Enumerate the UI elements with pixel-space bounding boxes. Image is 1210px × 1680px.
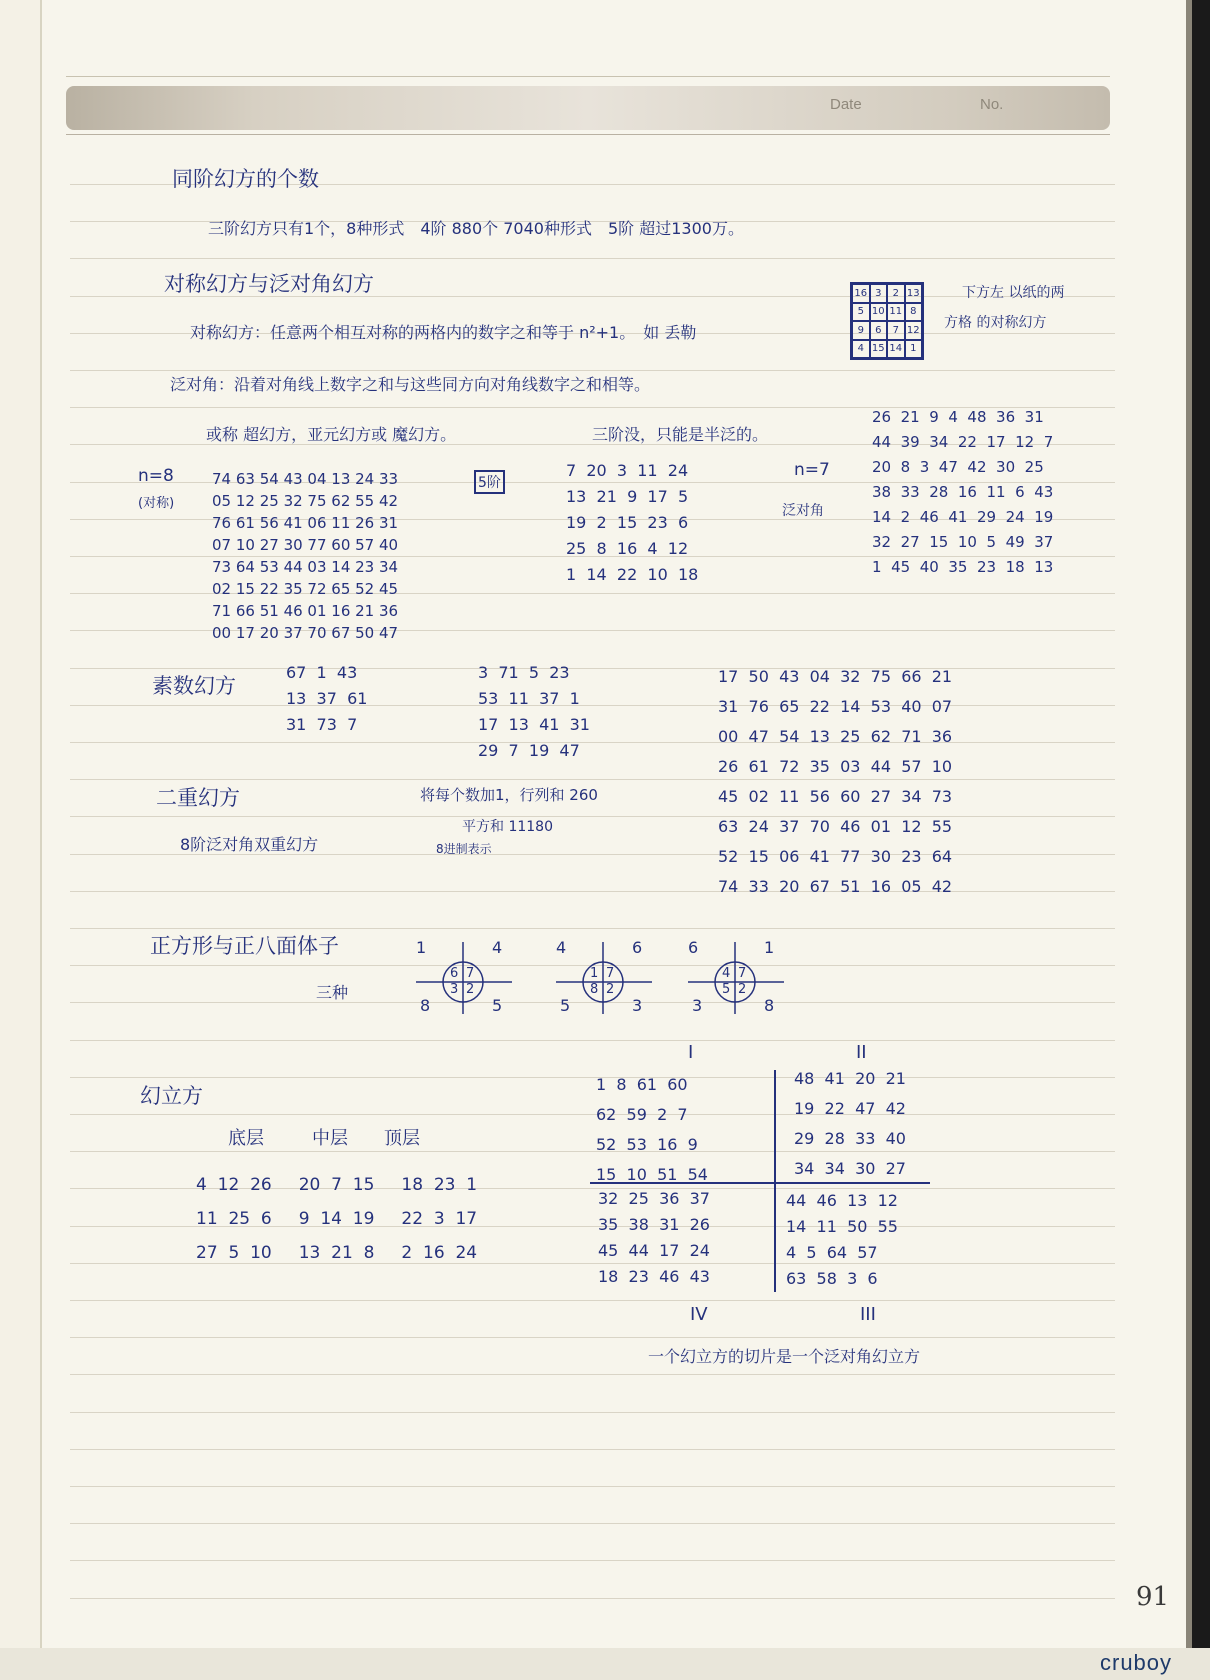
- grid-row: 71 66 51 46 01 16 21 36: [212, 602, 399, 620]
- grid-row: 4 12 26 20 7 15 18 23 1: [196, 1175, 478, 1195]
- grid-row: 15 10 51 54: [596, 1165, 708, 1184]
- durer-cell: 4: [852, 340, 870, 359]
- ruled-line: [70, 928, 1115, 929]
- grid-row: 52 15 06 41 77 30 23 64: [718, 847, 953, 866]
- ruled-line: [70, 668, 1115, 669]
- ruled-line: [70, 891, 1115, 892]
- grid-row: 14 2 46 41 29 24 19: [872, 508, 1054, 526]
- grid-row: 63 58 3 6: [786, 1269, 878, 1288]
- label-fandj: 泛对角: [782, 503, 824, 519]
- grid-row: 34 34 30 27: [794, 1159, 906, 1178]
- grid-8x8-symmetric: [212, 468, 398, 644]
- die-diagram: [680, 938, 790, 1018]
- ruled-line: [70, 1374, 1115, 1375]
- grid-row: 1 8 61 60: [596, 1075, 688, 1094]
- label-n8: n=8: [138, 466, 174, 486]
- magic-cube-layers: [196, 1168, 477, 1270]
- quadrant-4-grid: [598, 1186, 710, 1290]
- grid-row: 74 63 54 43 04 13 24 33: [212, 470, 399, 488]
- header-underline: [66, 134, 1110, 135]
- grid-row: 45 44 17 24: [598, 1241, 710, 1260]
- die-corner-label: 5: [560, 996, 571, 1015]
- ruled-line: [70, 1040, 1115, 1041]
- die-inner-label: 3: [450, 982, 459, 997]
- die-inner-label: 2: [606, 982, 615, 997]
- grid-row: 35 38 31 26: [598, 1215, 710, 1234]
- die-diagram: [408, 938, 518, 1018]
- die-corner-label: 6: [632, 938, 643, 957]
- grid-row: 27 5 10 13 21 8 2 16 24: [196, 1243, 478, 1263]
- grid-prime-4x4: [478, 660, 590, 764]
- ruled-line: [70, 1412, 1115, 1413]
- die-inner-label: 1: [590, 966, 599, 981]
- ruled-line: [70, 1486, 1115, 1487]
- die-corner-label: 8: [420, 996, 431, 1015]
- grid-row: 44 39 34 22 17 12 7: [872, 433, 1054, 451]
- grid-row: 1 45 40 35 23 18 13: [872, 558, 1054, 576]
- durer-cell: 9: [852, 321, 870, 340]
- grid-row: 29 7 19 47: [478, 741, 580, 760]
- quadrant-label-3: III: [860, 1304, 876, 1325]
- section4-title: 二重幻方: [156, 786, 240, 810]
- ruled-line: [70, 742, 1115, 743]
- durer-cell: 2: [887, 284, 905, 303]
- grid-row: 1 14 22 10 18: [566, 565, 699, 584]
- grid-row: 53 11 37 1: [478, 689, 580, 708]
- grid-row: 13 37 61: [286, 689, 368, 708]
- grid-row: 44 46 13 12: [786, 1191, 898, 1210]
- grid-row: 62 59 2 7: [596, 1105, 688, 1124]
- die-corner-label: 1: [764, 938, 775, 957]
- grid-row: 31 76 65 22 14 53 40 07: [718, 697, 953, 716]
- die-corner-label: 4: [556, 938, 567, 957]
- die-inner-label: 6: [450, 966, 459, 981]
- grid-row: 02 15 22 35 72 65 52 45: [212, 580, 399, 598]
- grid-row: 3 71 5 23: [478, 663, 570, 682]
- quadrant-label-4: IV: [690, 1304, 708, 1325]
- grid-row: 63 24 37 70 46 01 12 55: [718, 817, 953, 836]
- ruled-line: [70, 779, 1115, 780]
- grid-7x7: [872, 405, 1053, 580]
- grid-row: 31 73 7: [286, 715, 358, 734]
- section4-note2: 平方和 11180: [462, 819, 553, 835]
- grid-row: 26 61 72 35 03 44 57 10: [718, 757, 953, 776]
- section4-line1: 8阶泛对角双重幻方: [180, 835, 319, 854]
- die-inner-label: 8: [590, 982, 599, 997]
- ruled-line: [70, 1337, 1115, 1338]
- die-inner-label: 5: [722, 982, 731, 997]
- die-inner-label: 2: [466, 982, 475, 997]
- durer-cell: 3: [870, 284, 888, 303]
- layer-label-top: 顶层: [384, 1128, 420, 1149]
- grid-row: 73 64 53 44 03 14 23 34: [212, 558, 399, 576]
- die-inner-label: 2: [738, 982, 747, 997]
- die-corner-label: 4: [492, 938, 503, 957]
- durer-cell: 5: [852, 303, 870, 322]
- section2-line2: 泛对角：沿着对角线上数字之和与这些同方向对角线数字之和相等。: [170, 375, 651, 394]
- durer-cell: 6: [870, 321, 888, 340]
- side-note-2: 方格 的对称幻方: [944, 315, 1047, 331]
- durer-cell: 15: [870, 340, 888, 359]
- notebook-cover-edge: [1192, 0, 1210, 1680]
- grid-row: 4 5 64 57: [786, 1243, 878, 1262]
- grid-row: 18 23 46 43: [598, 1267, 710, 1286]
- layer-label-bottom: 底层: [228, 1128, 264, 1149]
- die-corner-label: 6: [688, 938, 699, 957]
- watermark: cruboy: [1100, 1650, 1173, 1675]
- durer-cell: 10: [870, 303, 888, 322]
- grid-row: 07 10 27 30 77 60 57 40: [212, 536, 399, 554]
- grid-row: 52 53 16 9: [596, 1135, 698, 1154]
- quadrant-vline: [774, 1070, 776, 1292]
- side-note-1: 下方左 以纸的两: [962, 285, 1065, 301]
- ruled-line: [70, 816, 1115, 817]
- section2-line3: 或称 超幻方，亚元幻方或 魔幻方。: [206, 425, 457, 444]
- ruled-line: [70, 258, 1115, 259]
- grid-row: 17 50 43 04 32 75 66 21: [718, 667, 953, 686]
- grid-8x8-bimagic: [718, 662, 952, 902]
- section1-note: 三阶幻方只有1个，8种形式 4阶 880个 7040种形式 5阶 超过1300万。: [208, 219, 744, 238]
- grid-row: 67 1 43: [286, 663, 358, 682]
- die-corner-label: 3: [632, 996, 643, 1015]
- header-bar: [66, 86, 1110, 130]
- grid-row: 26 21 9 4 48 36 31: [872, 408, 1044, 426]
- grid-row: 38 33 28 16 11 6 43: [872, 483, 1054, 501]
- grid-row: 11 25 6 9 14 19 22 3 17: [196, 1209, 478, 1229]
- ruled-line: [70, 1114, 1115, 1115]
- durer-cell: 8: [905, 303, 923, 322]
- grid-row: 29 28 33 40: [794, 1129, 906, 1148]
- section5-title: 正方形与正八面体子: [150, 934, 339, 958]
- grid-row: 14 11 50 55: [786, 1217, 898, 1236]
- ruled-line: [70, 1077, 1115, 1078]
- grid-5x5: [566, 458, 698, 588]
- scan-bottom-strip: [0, 1648, 1210, 1680]
- durer-cell: 12: [905, 321, 923, 340]
- grid-row: 32 25 36 37: [598, 1189, 710, 1208]
- grid-row: 17 13 41 31: [478, 715, 590, 734]
- section4-note3: 8进制表示: [436, 842, 492, 856]
- ruled-line: [70, 1449, 1115, 1450]
- die-inner-label: 7: [738, 966, 747, 981]
- die-corner-label: 8: [764, 996, 775, 1015]
- section2-title: 对称幻方与泛对角幻方: [164, 272, 374, 296]
- label-5j: 5阶: [474, 470, 505, 494]
- durer-cell: 11: [887, 303, 905, 322]
- die-inner-label: 7: [466, 966, 475, 981]
- die-corner-label: 1: [416, 938, 427, 957]
- ruled-line: [70, 705, 1115, 706]
- grid-row: 32 27 15 10 5 49 37: [872, 533, 1054, 551]
- grid-row: 45 02 11 56 60 27 34 73: [718, 787, 953, 806]
- grid-row: 74 33 20 67 51 16 05 42: [718, 877, 953, 896]
- durer-cell: 16: [852, 284, 870, 303]
- grid-row: 00 47 54 13 25 62 71 36: [718, 727, 953, 746]
- section2-line1: 对称幻方：任意两个相互对称的两格内的数字之和等于 n²+1。 如 丢勒: [190, 323, 697, 342]
- grid-row: 48 41 20 21: [794, 1069, 906, 1088]
- ruled-line: [70, 1560, 1115, 1561]
- ruled-line: [70, 1598, 1115, 1599]
- section6-footer: 一个幻立方的切片是一个泛对角幻立方: [648, 1347, 921, 1366]
- top-rule: [66, 76, 1110, 77]
- die-corner-label: 3: [692, 996, 703, 1015]
- quadrant-1-grid: [596, 1070, 708, 1190]
- label-n7: n=7: [794, 460, 830, 480]
- grid-row: 19 2 15 23 6: [566, 513, 689, 532]
- grid-prime-3x3: [286, 660, 367, 738]
- ruled-line: [70, 1523, 1115, 1524]
- die-corner-label: 5: [492, 996, 503, 1015]
- date-label: Date: [830, 96, 862, 113]
- grid-row: 00 17 20 37 70 67 50 47: [212, 624, 399, 642]
- grid-row: 7 20 3 11 24: [566, 461, 689, 480]
- section4-note1: 将每个数加1，行列和 260: [420, 786, 598, 804]
- grid-row: 20 8 3 47 42 30 25: [872, 458, 1044, 476]
- section3-title: 素数幻方: [152, 674, 236, 698]
- grid-row: 19 22 47 42: [794, 1099, 906, 1118]
- label-n8-sub: (对称): [138, 496, 175, 511]
- die-inner-label: 4: [722, 966, 731, 981]
- die-inner-label: 7: [606, 966, 615, 981]
- grid-row: 76 61 56 41 06 11 26 31: [212, 514, 399, 532]
- die-diagram: [548, 938, 658, 1018]
- quadrant-3-grid: [786, 1188, 898, 1292]
- grid-row: 05 12 25 32 75 62 55 42: [212, 492, 399, 510]
- section6-title: 幻立方: [140, 1084, 203, 1108]
- section1-title: 同阶幻方的个数: [172, 167, 319, 191]
- durer-cell: 1: [905, 340, 923, 359]
- ruled-line: [70, 1151, 1115, 1152]
- ruled-line: [70, 1300, 1115, 1301]
- quadrant-label-1: I: [688, 1042, 694, 1063]
- quadrant-2-grid: [794, 1064, 906, 1184]
- section2-line3b: 三阶没，只能是半泛的。: [592, 425, 769, 444]
- quadrant-label-2: II: [856, 1042, 867, 1063]
- no-label: No.: [980, 96, 1004, 113]
- durer-cell: 7: [887, 321, 905, 340]
- grid-row: 13 21 9 17 5: [566, 487, 689, 506]
- durer-square: [850, 282, 924, 360]
- section5-label: 三种: [316, 983, 349, 1002]
- ruled-line: [70, 370, 1115, 371]
- layer-label-middle: 中层: [312, 1128, 348, 1149]
- grid-row: 25 8 16 4 12: [566, 539, 689, 558]
- notebook-page: [40, 0, 1192, 1648]
- page-number: 91: [1136, 1582, 1170, 1612]
- durer-cell: 14: [887, 340, 905, 359]
- durer-cell: 13: [905, 284, 923, 303]
